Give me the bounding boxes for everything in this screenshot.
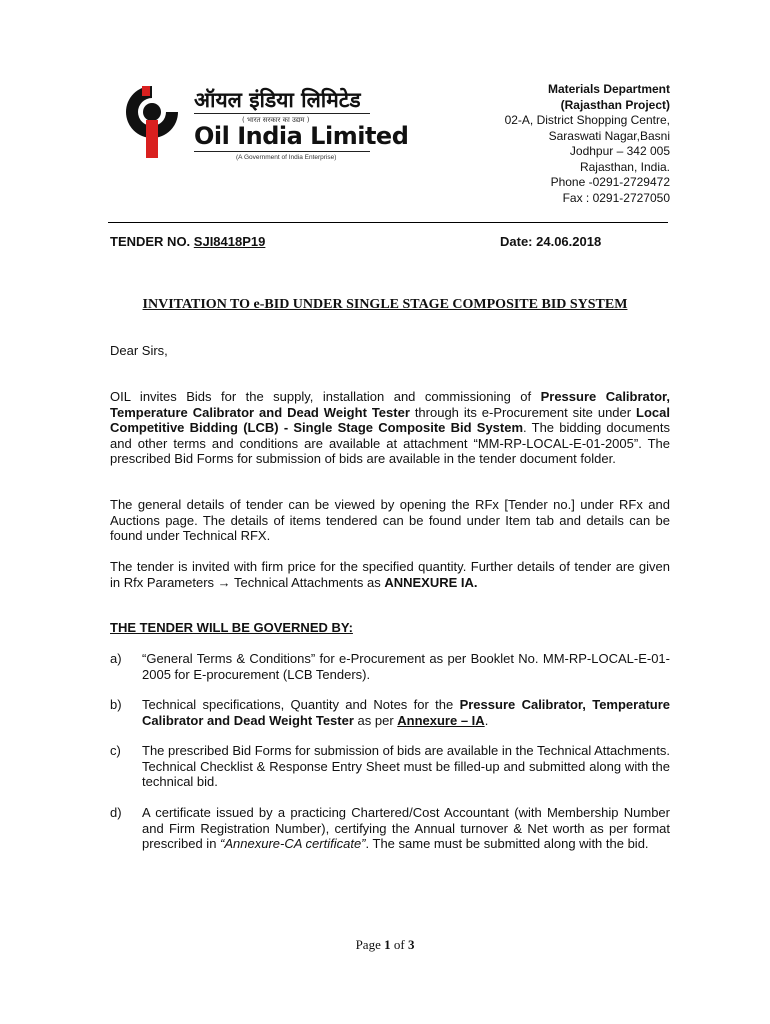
address-department: Materials Department [547,82,670,96]
logo-gov-note: (A Government of India Enterprise) [236,154,337,161]
tender-date: Date: 24.06.2018 [500,234,602,249]
text-run-italic: “Annexure-CA certificate” [220,836,366,851]
text-run-bold: ANNEXURE IA. [384,574,478,590]
footer-text: of [390,937,408,952]
text-run: Technical Attachments as [230,574,385,590]
annexure-reference: Annexure – IA [397,712,485,728]
address-fax: Fax : 0291-2727050 [562,190,670,205]
page-total: 3 [407,937,415,952]
address-line: Rajasthan, India. [579,159,670,174]
tender-line [110,234,670,249]
text-run: . The bidding documents and other terms and conditions are available at attachment “MM-RP-LOCAL-E-01-2005”. The prescribed Bid Forms for submission of bids are available in the tender document folder. [110,420,670,466]
logo-divider-bottom [194,151,370,152]
text-run-bold: Pressure Calibrator, Temperature Calibrator and Dead Weight Tester [110,389,670,420]
address-line: Jodhpur – 342 005 [569,144,670,158]
text-run: The tender is invited with firm price for the specified quantity. Further details of tender are given in Rfx Parameters [110,559,670,590]
logo-english-name: Oil India Limited [194,122,409,150]
footer-text: Page [355,937,385,952]
text-run: as per [353,712,398,728]
paragraph-invitation [110,389,670,467]
text-run-bold: Pressure Calibrator, Temperature Calibrator and Dead Weight Tester [142,697,670,728]
text-run-bold: Local Competitive Bidding (LCB) - Single Stage Composite Bid System [110,404,670,435]
list-marker: d) [110,805,122,820]
address-phone: Phone -0291-2729472 [550,175,670,189]
list-item-text: “General Terms & Conditions” for e-Procurement as per Booklet No. MM-RP-LOCAL-E-01-2005 for E-procurement (LCB Tenders). [142,651,670,682]
paragraph-general-details: The general details of tender can be viewed by opening the RFx [Tender no.] under RFx and Auctions page. The details of items tendered can be found under Item tab and details can be found under Technical RFX. [110,497,670,543]
page-footer [0,937,770,953]
header-rule [108,222,668,223]
list-item-text [142,805,670,852]
text-run: Technical specifications, Quantity and Notes for the [142,697,460,712]
oil-india-logo [122,82,409,162]
address-line: 02-A, District Shopping Centre, [504,113,670,127]
tender-label: TENDER NO. [110,234,194,249]
text-run: through its e-Procurement site under [409,404,637,420]
list-marker: b) [110,697,122,712]
logo-hindi-name: ऑयल इंडिया लिमिटेड [194,88,361,112]
paragraph-firm-price [110,559,670,590]
text-run: . [484,712,489,728]
list-marker: c) [110,743,121,758]
tender-number: SJI8418P19 [193,234,266,249]
address-project: (Rajasthan Project) [560,97,670,112]
list-item-text: The prescribed Bid Forms for submission of bids are available in the Technical Attachments. Technical Checklist & Response Entry Sheet must be filled-up and submitted along with the technical bid. [142,743,670,789]
list-item-text [142,697,670,728]
oil-india-emblem-icon [122,82,182,160]
address-line: Saraswati Nagar,Basni [548,128,670,143]
list-marker: a) [110,651,122,666]
logo-hindi-subtitle: ( भारत सरकार का उद्यम ) [242,116,310,124]
arrow-right-icon: → [217,574,231,590]
section-heading: THE TENDER WILL BE GOVERNED BY: [110,620,353,635]
text-run: A certificate issued by a practicing Chartered/Cost Accountant (with Membership Number and Firm Registration Number), certifying the Annual turnover & Net worth as per format prescribed in [142,805,670,851]
text-run: OIL invites Bids for the supply, installation and commissioning of [110,389,541,404]
text-run: . The same must be submitted along with the bid. [365,836,649,851]
page-number: 1 [384,937,391,952]
salutation: Dear Sirs, [110,343,168,358]
document-title: INVITATION TO e-BID UNDER SINGLE STAGE COMPOSITE BID SYSTEM [142,297,628,312]
logo-divider [194,113,370,114]
address-block [505,82,670,206]
